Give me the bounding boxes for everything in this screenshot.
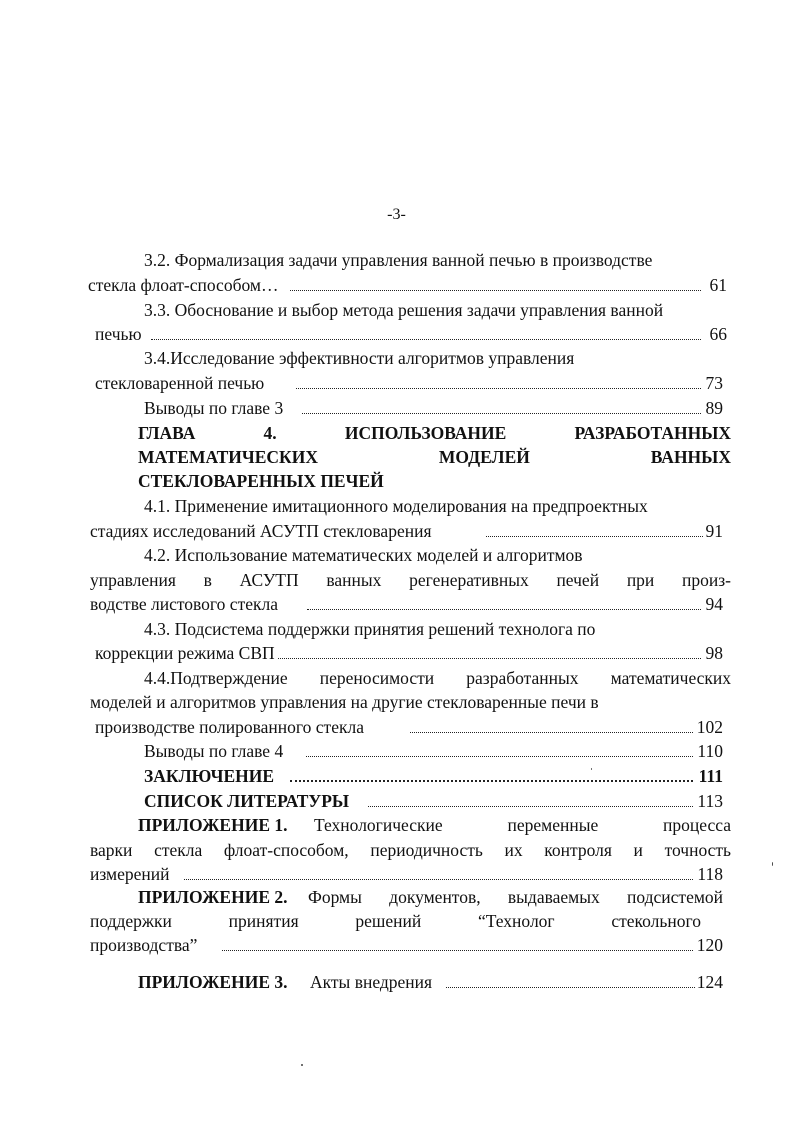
leader-dots [151,339,701,340]
toc-page-number: 73 [705,373,723,393]
toc-entry-conclusions-ch4 [0,739,793,763]
toc-entry-title-cont: управления в АСУТП ванных регенеративных печей при произ- [90,570,732,590]
toc-entry-title: 4.2. Использование математических моделей и алгоритмов [144,545,583,565]
appendix-label: ПРИЛОЖЕНИЕ 1. [138,815,288,835]
toc-entry-title-cont: водстве листового стекла [90,594,278,614]
toc-entry-title-cont: стекла флоат-способом… [88,275,279,295]
appendix-label: ПРИЛОЖЕНИЕ 3. [138,972,288,992]
toc-entry-title-cont: стекловаренной печью [95,373,265,393]
toc-page-number: 111 [698,766,723,786]
toc-page-number: 89 [705,398,723,418]
toc-entry-title-cont: печью [95,324,142,344]
leader-dots [446,987,695,988]
toc-entry-title-cont: моделей и алгоритмов управления на другие стекловаренные печи в [90,692,599,712]
leader-dots [290,290,701,291]
toc-entry-title: 4.4.Подтверждение переносимости разработанных математических [144,668,732,688]
leader-dots [302,413,701,414]
toc-page-number: 110 [697,741,723,761]
toc-entry-title: Акты внедрения [310,972,433,992]
toc-entry-title: 3.4.Исследование эффективности алгоритмов управления [144,348,575,368]
leader-dots [278,658,701,659]
toc-entry-title: 4.3. Подсистема поддержки принятия решений технолога по [144,619,596,639]
toc-page-number: 91 [705,521,723,541]
chapter-heading-line2: МАТЕМАТИЧЕСКИХ МОДЕЛЕЙ ВАННЫХ [138,447,731,467]
toc-entry-title-cont: стадиях исследований АСУТП стекловарения [90,521,432,541]
toc-page-number: 98 [705,643,723,663]
chapter-heading-line1: ГЛАВА 4. ИСПОЛЬЗОВАНИЕ РАЗРАБОТАННЫХ [138,423,732,443]
leader-dots [222,950,693,951]
toc-entry-appendix-3 [0,970,793,994]
toc-page-number: 94 [705,594,723,614]
toc-entry-title: 4.1. Применение имитационного моделирования на предпроектных [144,496,648,516]
toc-entry-title: 3.2. Формализация задачи управления ванной печью в производстве [144,250,653,270]
toc-entry-title-cont: коррекции режима СВП [95,643,275,663]
toc-page-number: 66 [709,324,727,344]
toc-entry-title-cont: производства” [90,935,198,955]
toc-entry-title: Выводы по главе 4 [144,741,284,761]
leader-dots [290,780,693,782]
toc-page-number: 113 [697,791,723,811]
appendix-label: ПРИЛОЖЕНИЕ 2. [138,887,288,907]
leader-dots [184,879,693,880]
toc-entry-title: 3.3. Обоснование и выбор метода решения задачи управления ванной [144,300,664,320]
leader-dots [307,609,701,610]
page-number: -3- [387,206,406,223]
toc-entry-title: ЗАКЛЮЧЕНИЕ [144,766,275,786]
toc-entry-title-cont: измерений [90,864,170,884]
leader-dots [486,536,703,537]
toc-entry-title: Формы документов, выдаваемых подсистемой [308,887,724,907]
toc-page-number: 61 [709,275,727,295]
toc-entry-title-cont: производстве полированного стекла [95,717,364,737]
toc-entry-title: Технологические переменные процесса [314,815,731,835]
toc-page-number: 118 [697,864,723,884]
leader-dots [368,806,693,807]
toc-entry-title-cont: варки стекла флоат-способом, периодичность их контроля и точность [90,840,732,860]
leader-dots [306,756,693,757]
toc-entry-title-cont: поддержки принятия решений “Технолог стекольного [90,911,701,931]
toc-page-number: 102 [696,717,723,737]
toc-entry-title: Выводы по главе 3 [144,398,284,418]
leader-dots [296,388,701,389]
leader-dots [410,732,693,733]
toc-page-number: 120 [696,935,723,955]
toc-entry-conclusions-ch3 [0,396,793,420]
chapter-heading-line3: СТЕКЛОВАРЕННЫХ ПЕЧЕЙ [138,471,384,491]
toc-page-number: 124 [696,972,723,992]
toc-entry-conclusion [0,764,793,788]
toc-entry-references [0,789,793,813]
toc-entry-title: СПИСОК ЛИТЕРАТУРЫ [144,791,350,811]
